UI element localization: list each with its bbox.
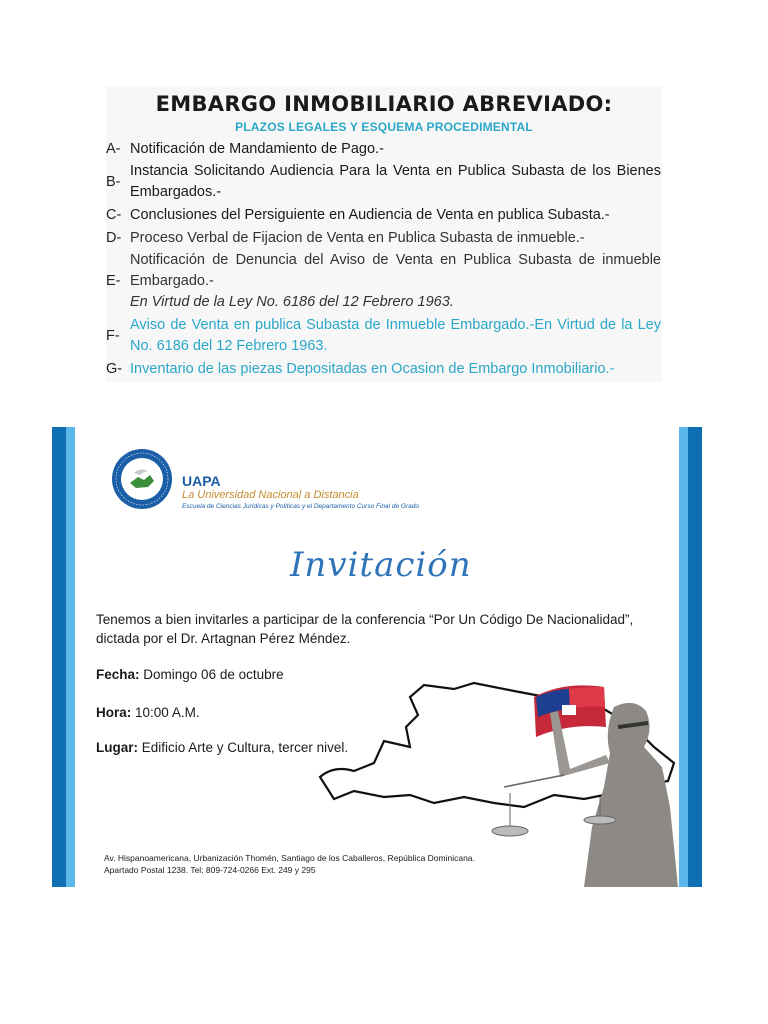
item-text: Proceso Verbal de Fijacion de Venta en Publica Subasta de inmueble.-	[130, 230, 585, 246]
list-item-e	[106, 250, 662, 313]
address-block	[104, 852, 475, 876]
frame-bar-left-dark	[52, 427, 66, 887]
date-value: Domingo 06 de octubre	[143, 667, 284, 682]
event-place	[96, 740, 348, 755]
event-time	[96, 705, 200, 720]
item-text: Inventario de las piezas Depositadas en Ocasion de Embargo Inmobiliario.-	[130, 361, 615, 377]
address-line-2: Apartado Postal 1238. Tel: 809-724-0266 Ext. 249 y 295	[104, 865, 316, 875]
item-letter: C-	[106, 207, 122, 223]
item-note: En Virtud de la Ley No. 6186 del 12 Febrero 1963.	[130, 294, 454, 310]
item-letter: A-	[106, 141, 121, 157]
list-item-b	[106, 161, 662, 203]
date-label: Fecha:	[96, 667, 140, 682]
time-value: 10:00 A.M.	[135, 705, 200, 720]
event-date	[96, 667, 284, 682]
item-letter: F-	[106, 328, 120, 344]
invitation-intro: Tenemos a bien invitarles a participar de la conferencia “Por Un Código De Nacionalidad”, dictada por el Dr. Artagnan Pérez Méndez.	[96, 612, 634, 646]
school-name: Escuela de Ciencias Jurídicas y Políticas y el Departamento Curso Final de Grado	[182, 503, 419, 510]
place-value: Edificio Arte y Cultura, tercer nivel.	[141, 740, 349, 755]
brand-name: UAPA	[182, 473, 221, 489]
time-label: Hora:	[96, 705, 132, 720]
item-text: Notificación de Denuncia del Aviso de Venta en Publica Subasta de inmueble Embargado.-	[130, 252, 661, 289]
item-letter: E-	[106, 273, 121, 289]
item-text: Notificación de Mandamiento de Pago.-	[130, 141, 384, 157]
university-name: La Universidad Nacional a Distancia	[182, 489, 359, 501]
procedure-document	[106, 86, 662, 382]
item-text: Aviso de Venta en publica Subasta de Inmueble Embargado.-En Virtud de la Ley No. 6186 del 12 Febrero 1963.	[130, 317, 661, 354]
place-label: Lugar:	[96, 740, 138, 755]
university-seal-icon	[110, 447, 174, 511]
item-text: Instancia Solicitando Audiencia Para la Venta en Publica Subasta de los Bienes Embargados.-	[130, 163, 661, 200]
item-letter: B-	[106, 174, 121, 190]
invitation-heading: Invitación	[290, 545, 472, 585]
invitation-card	[52, 427, 702, 887]
frame-bar-right-dark	[688, 427, 702, 887]
frame-bar-left-light	[66, 427, 75, 887]
document-subtitle: PLAZOS LEGALES Y ESQUEMA PROCEDIMENTAL	[235, 120, 533, 134]
item-text: Conclusiones del Persiguiente en Audiencia de Venta en publica Subasta.-	[130, 207, 610, 223]
item-letter: D-	[106, 230, 122, 246]
item-letter: G-	[106, 361, 123, 377]
address-line-1: Av. Hispanoamericana, Urbanización Thomén, Santiago de los Caballeros, República Dominicana.	[104, 853, 475, 863]
list-item-f	[106, 315, 662, 357]
document-title: EMBARGO INMOBILIARIO ABREVIADO:	[155, 92, 613, 116]
